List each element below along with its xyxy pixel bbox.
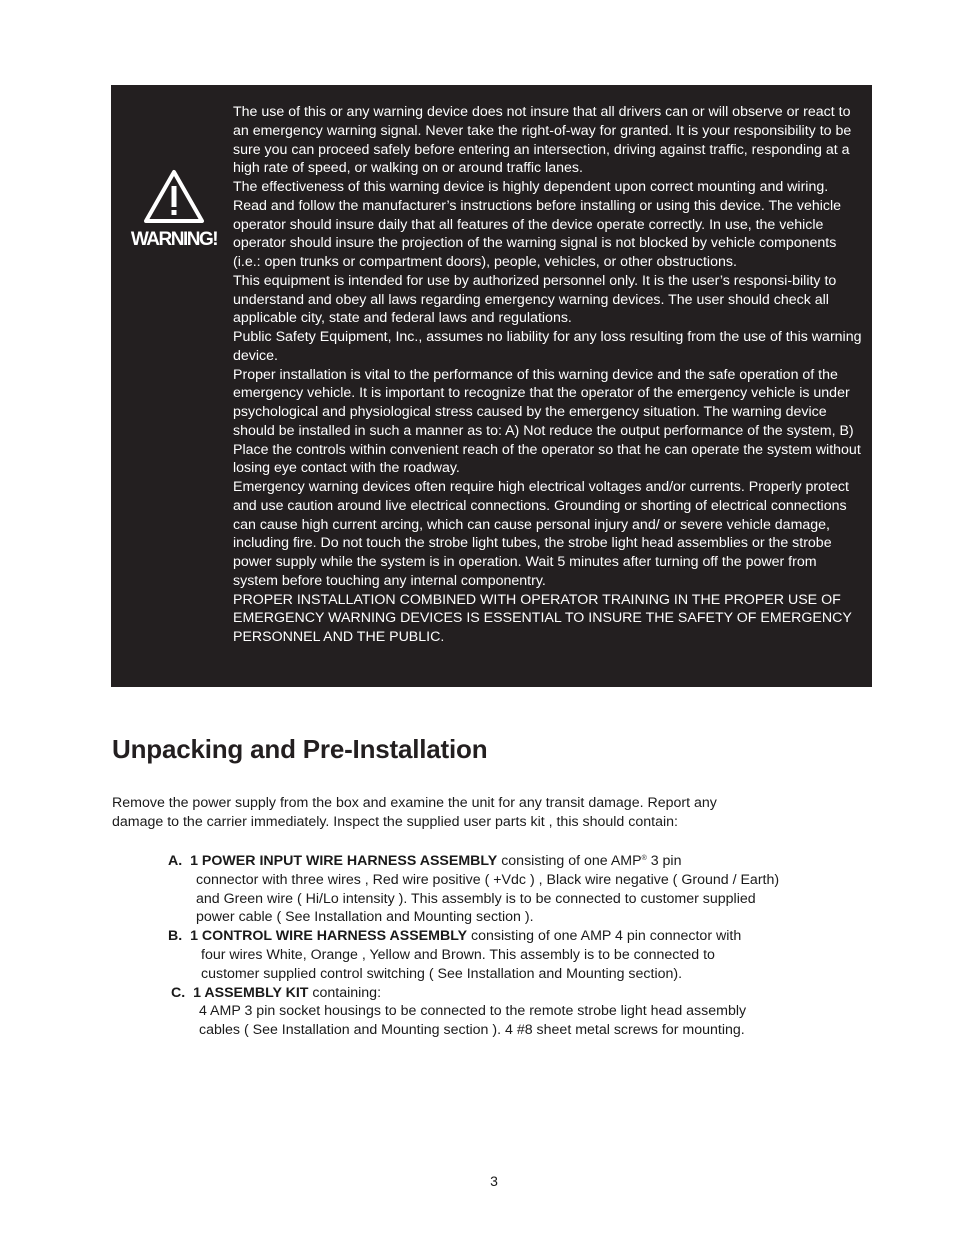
part-text: 4 AMP 3 pin socket housings to be connected to the remote strobe light head assembly	[199, 1003, 747, 1020]
part-heading: 1 POWER INPUT WIRE HARNESS ASSEMBLY	[190, 853, 498, 869]
part-text: consisting of one AMP	[497, 853, 642, 869]
parts-list	[168, 850, 858, 1040]
part-item-c	[168, 984, 858, 1040]
warning-paragraph: Proper installation is vital to the performance of this warning device and the safe operation of the emergency vehicle. It is important to recognize that the operator of the emergency vehicle is under psychological and physiological stress caused by the emergency situation. The warning device should be installed in such a manner as to: A) Not reduce the output performance of the system, B) Place the controls within convenient reach of the operator so that he can operate the system without losing eye contact with the roadway.	[233, 366, 861, 477]
part-text: and Green wire ( Hi/Lo intensity ). This assembly is to be connected to customer supplied	[196, 890, 756, 907]
warning-text	[233, 103, 863, 647]
part-text: cables ( See Installation and Mounting section ). 4 #8 sheet metal screws for mounting.	[199, 1022, 745, 1039]
warning-paragraph: This equipment is intended for use by authorized personnel only. It is the user’s responsi-bility to understand and obey all laws regarding emergency warning devices. The user should check all applicable city, state and federal laws and regulations.	[233, 272, 837, 327]
warning-label: WARNING!	[130, 229, 218, 250]
warning-paragraph: PROPER INSTALLATION COMBINED WITH OPERATOR TRAINING IN THE PROPER USE OF EMERGENCY WARNING DEVICES IS ESSENTIAL TO INSURE THE SAFETY OF EMERGENCY PERSONNEL AND THE PUBLIC.	[233, 591, 852, 645]
trademark-symbol: ®	[641, 855, 647, 862]
part-text: customer supplied control switching ( See Installation and Mounting section).	[201, 965, 683, 982]
part-text: power cable ( See Installation and Mounting section ).	[196, 909, 534, 926]
part-heading: 1 ASSEMBLY KIT	[193, 984, 309, 1001]
part-text: consisting of one AMP 4 pin connector with	[467, 928, 742, 945]
part-letter: B.	[168, 928, 183, 945]
warning-paragraph: Public Safety Equipment, Inc., assumes no liability for any loss resulting from the use of this warning device.	[233, 329, 862, 364]
warning-paragraph: The effectiveness of this warning device is highly dependent upon correct mounting and wiring. Read and follow the manufacturer’s instructions before installing or using this device. The vehicle operator should insure daily that all features of the device operate correctly. In use, the vehicle operator should insure the projection of the warning signal is not blocked by vehicle components (i.e.: open trunks or compartment doors), people, vehicles, or other obstructions.	[233, 179, 842, 270]
warning-emblem	[121, 169, 227, 251]
part-letter: C.	[171, 984, 186, 1001]
intro-text	[112, 794, 812, 832]
warning-paragraph: Emergency warning devices often require high electrical voltages and/or currents. Properly protect and use caution around live electrical connections. Grounding or shorting of electrical connections can cause high current arcing, which can cause personal injury and/ or severe vehicle damage, including fire. Do not touch the strobe light tubes, the strobe light head assemblies or the strobe power supply while the system is in operation. Wait 5 minutes after turning off the power from system before touching any internal componentry.	[233, 479, 849, 589]
warning-triangle-icon	[143, 169, 205, 225]
part-item-b	[168, 927, 858, 983]
part-text: containing:	[308, 984, 382, 1001]
part-item-a	[168, 850, 858, 927]
intro-line: damage to the carrier immediately. Inspect the supplied user parts kit , this should contain:	[112, 813, 678, 830]
part-letter: A.	[168, 853, 183, 869]
part-heading: 1 CONTROL WIRE HARNESS ASSEMBLY	[190, 928, 468, 945]
intro-line: Remove the power supply from the box and examine the unit for any transit damage. Report any	[112, 795, 717, 811]
warning-paragraph: The use of this or any warning device does not insure that all drivers can or will observe or react to an emergency warning signal. Never take the right-of-way for granted. It is your responsibility to be sure you can proceed safely before entering an intersection, driving against traffic, responding at a high rate of speed, or walking on or around traffic lanes.	[233, 104, 852, 177]
part-text: 3 pin	[646, 853, 682, 869]
warning-box	[111, 85, 872, 687]
part-text: connector with three wires , Red wire positive ( +Vdc ) , Black wire negative ( Ground / Earth)	[196, 871, 780, 888]
part-text: four wires White, Orange , Yellow and Brown. This assembly is to be connected to	[201, 946, 715, 963]
section-title: Unpacking and Pre-Installation	[112, 734, 488, 764]
page-number: 3	[490, 1173, 498, 1189]
